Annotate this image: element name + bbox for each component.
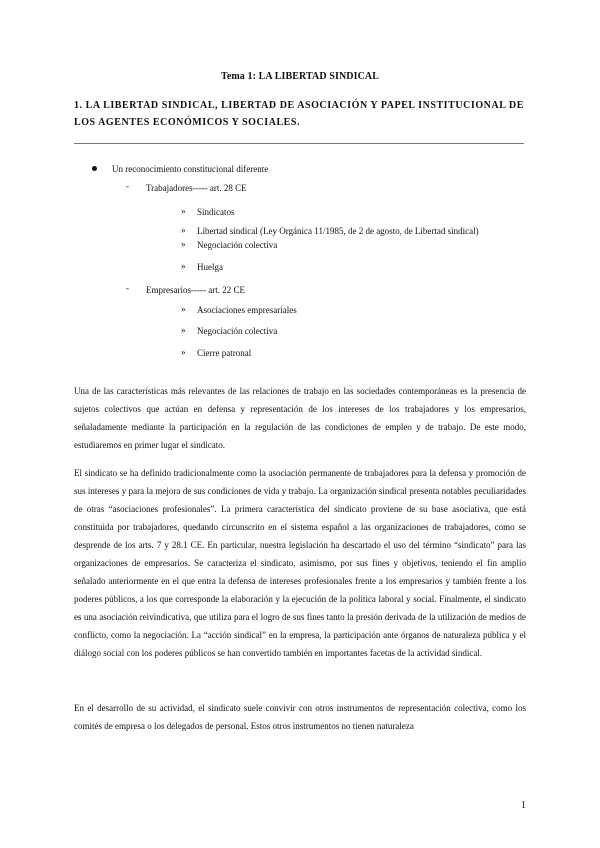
body-paragraph: El sindicato se ha definido tradicionalmente como la asociación permanente de trabajadores para la defensa y promoción de sus intereses y para la mejora de sus condiciones de vida y trabajo. La organización sindical presenta notables peculiaridades de otras “asociaciones profesionales”. La primera característica del sindicato proviene de su base asociativa, que está constituida por trabajadores, quedando circunscrito en el sistema español a las organizaciones de trabajadores, como se desprende de los arts. 7 y 28.1 CE. En particular, nuestra legislación ha descartado el uso del término “sindicato” para las organizaciones de empresarios. Se caracteriza el sindicato, asimismo, por sus fines y objetivos, teniendo el fin amplio señalado anteriormente en el que entra la defensa de intereses profesionales frente a los empresarios y también frente a los poderes públicos, a los que corresponde la elaboración y la ejecución de la política laboral y social. Finalmente, el sindicato es una asociación reivindicativa, que utiliza para el logro de sus fines tanto la presión derivada de la utilización de medios de conflicto, como la negociación. La “acción sindical” en la empresa, la participación ante órganos de naturaleza pública y el diálogo social con los poderes públicos se han convertido también en importantes facetas de la actividad sindical. (74, 468, 526, 658)
section-heading: 1. LA LIBERTAD SINDICAL, LIBERTAD DE ASOCIACIÓN Y PAPEL INSTITUCIONAL DE LOS AGENTES ECONÓMICOS Y SOCIALES. (74, 100, 524, 128)
arrow-bullet-icon: » (181, 261, 186, 271)
body-paragraph: Una de las características más relevantes de las relaciones de trabajo en las sociedades contemporáneas es la presencia de sujetos colectivos que actúan en defensa y representación de los intereses de los trabajadores y los empresarios, señaladamente mediante la participación en la regulación de las condiciones de empleo y de trabajo. De este modo, estudiaremos en primer lugar el sindicato. (74, 386, 526, 450)
heading-divider (74, 143, 524, 144)
document-title: Tema 1: LA LIBERTAD SINDICAL (220, 71, 380, 82)
outline-workers-item: Huelga (197, 262, 223, 272)
outline-workers-item: Sindicatos (197, 207, 235, 217)
body-paragraph: En el desarrollo de su actividad, el sindicato suele convivir con otros instrumentos de representación colectiva, como los comités de empresa o los delegados de personal. Estos otros instrumentos no tienen naturaleza (74, 703, 526, 731)
dash-icon: - (126, 181, 129, 191)
arrow-bullet-icon: » (181, 304, 186, 314)
outline-employers-label: Empresarios----- art. 22 CE (146, 285, 245, 295)
outline-main-item: Un reconocimiento constitucional diferente (112, 164, 269, 174)
arrow-bullet-icon: » (181, 325, 186, 335)
outline-employers-item: Cierre patronal (197, 348, 252, 358)
arrow-bullet-icon: » (181, 347, 186, 357)
arrow-bullet-icon: » (181, 206, 186, 216)
arrow-bullet-icon: » (181, 225, 186, 235)
dash-icon: - (126, 283, 129, 293)
outline-workers-item: Libertad sindical (Ley Orgánica 11/1985, de 2 de agosto, de Libertad sindical) (197, 226, 479, 236)
outline-workers-label: Trabajadores----- art. 28 CE (146, 183, 247, 193)
outline-employers-item: Negociación colectiva (197, 326, 278, 336)
outline-employers-item: Asociaciones empresariales (197, 305, 297, 315)
bullet-icon (92, 166, 97, 171)
page-number: 1 (521, 800, 526, 811)
arrow-bullet-icon: » (181, 239, 186, 249)
outline-workers-item: Negociación colectiva (197, 240, 278, 250)
